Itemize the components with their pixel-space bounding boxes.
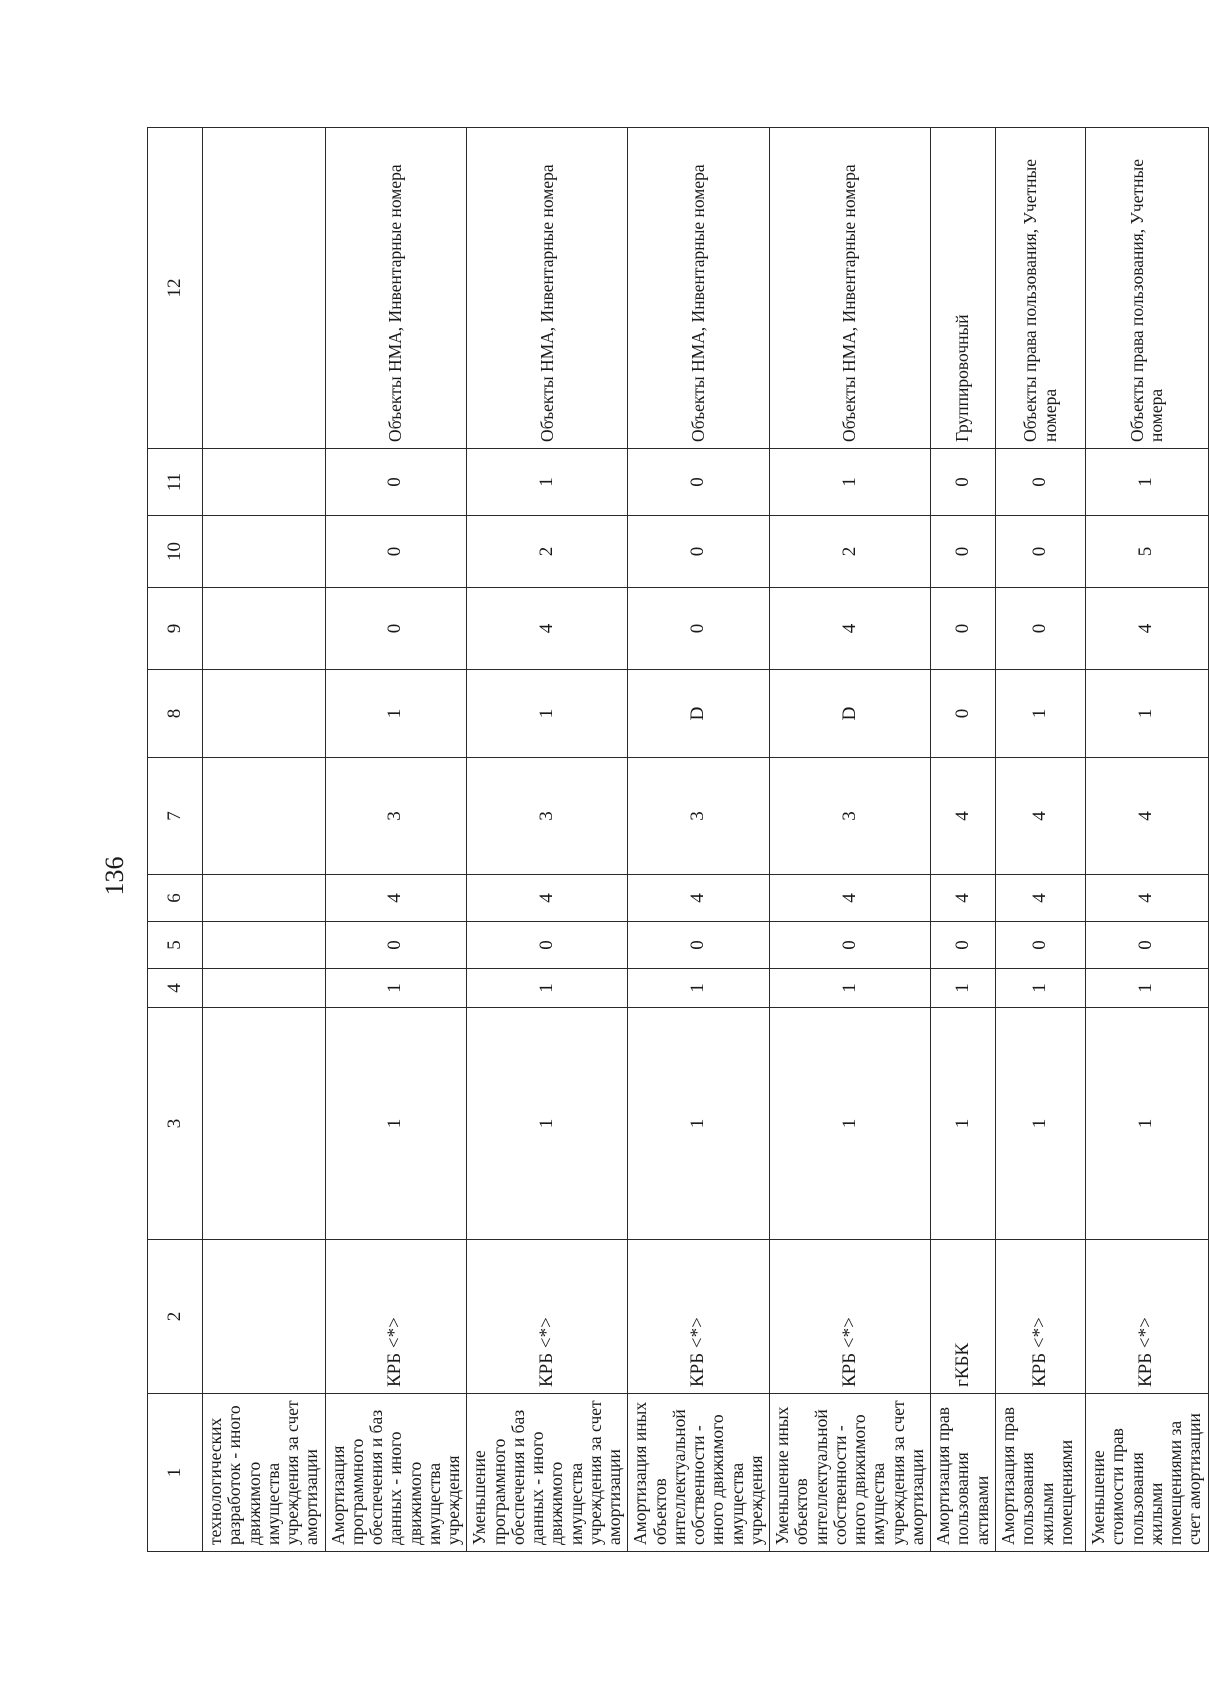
cell-name: Амортизация прав пользования активами bbox=[931, 1394, 996, 1552]
cell-col6: 4 bbox=[467, 875, 628, 922]
cell-col6: 4 bbox=[996, 875, 1086, 922]
cell-col3: 1 bbox=[931, 1008, 996, 1240]
cell-col11: 0 bbox=[628, 449, 770, 516]
header-row bbox=[148, 128, 203, 1552]
table-row bbox=[1086, 128, 1209, 1552]
table-row bbox=[628, 128, 770, 1552]
cell-col5: 0 bbox=[628, 922, 770, 969]
column-header-4: 4 bbox=[148, 969, 203, 1008]
cell-col4: 1 bbox=[467, 969, 628, 1008]
cell-reference: Объекты НМА, Инвентарные номера bbox=[770, 128, 931, 449]
cell-col9: 0 bbox=[931, 588, 996, 670]
cell-col11 bbox=[203, 449, 326, 516]
cell-reference: Группировочный bbox=[931, 128, 996, 449]
cell-reference: Объекты права пользования, Учетные номера bbox=[1086, 128, 1209, 449]
page-number: 136 bbox=[100, 856, 129, 896]
table-row bbox=[770, 128, 931, 1552]
cell-reference bbox=[203, 128, 326, 449]
cell-col6: 4 bbox=[325, 875, 467, 922]
cell-col8: 1 bbox=[1086, 670, 1209, 758]
cell-col9: 4 bbox=[770, 588, 931, 670]
cell-col5: 0 bbox=[1086, 922, 1209, 969]
cell-name: Амортизация иных объектов интеллектуальной собственности - иного движимого имущества учреждения bbox=[628, 1394, 770, 1552]
cell-col11: 1 bbox=[1086, 449, 1209, 516]
cell-name: Амортизация прав пользования жилыми помещениями bbox=[996, 1394, 1086, 1552]
cell-col10: 0 bbox=[325, 516, 467, 588]
column-header-8: 8 bbox=[148, 670, 203, 758]
cell-kbk-type: гКБК bbox=[931, 1240, 996, 1394]
cell-col4: 1 bbox=[931, 969, 996, 1008]
cell-col9: 0 bbox=[628, 588, 770, 670]
cell-reference: Объекты НМА, Инвентарные номера bbox=[628, 128, 770, 449]
cell-col4: 1 bbox=[996, 969, 1086, 1008]
cell-kbk-type: КРБ <*> bbox=[770, 1240, 931, 1394]
cell-col7: 3 bbox=[467, 758, 628, 875]
cell-col6 bbox=[203, 875, 326, 922]
cell-col9 bbox=[203, 588, 326, 670]
cell-col3: 1 bbox=[996, 1008, 1086, 1240]
column-header-12: 12 bbox=[148, 128, 203, 449]
cell-col9: 0 bbox=[325, 588, 467, 670]
table-row bbox=[996, 128, 1086, 1552]
cell-kbk-type bbox=[203, 1240, 326, 1394]
cell-name: Амортизация программного обеспечения и баз данных - иного движимого имущества учреждения bbox=[325, 1394, 467, 1552]
column-header-10: 10 bbox=[148, 516, 203, 588]
cell-col6: 4 bbox=[770, 875, 931, 922]
column-header-5: 5 bbox=[148, 922, 203, 969]
cell-col3: 1 bbox=[1086, 1008, 1209, 1240]
cell-reference: Объекты права пользования, Учетные номера bbox=[996, 128, 1086, 449]
cell-col8: 0 bbox=[931, 670, 996, 758]
cell-kbk-type: КРБ <*> bbox=[325, 1240, 467, 1394]
cell-col10: 0 bbox=[931, 516, 996, 588]
cell-col8: D bbox=[628, 670, 770, 758]
cell-name: технологических разработок - иного движимого имущества учреждения за счет амортизации bbox=[203, 1394, 326, 1552]
cell-col6: 4 bbox=[628, 875, 770, 922]
cell-col5: 0 bbox=[467, 922, 628, 969]
cell-col9: 0 bbox=[996, 588, 1086, 670]
column-header-11: 11 bbox=[148, 449, 203, 516]
cell-col4: 1 bbox=[325, 969, 467, 1008]
cell-col6: 4 bbox=[1086, 875, 1209, 922]
column-header-9: 9 bbox=[148, 588, 203, 670]
cell-col6: 4 bbox=[931, 875, 996, 922]
cell-col11: 0 bbox=[325, 449, 467, 516]
cell-col8: 1 bbox=[325, 670, 467, 758]
cell-col8: 1 bbox=[467, 670, 628, 758]
cell-col3: 1 bbox=[628, 1008, 770, 1240]
cell-col4 bbox=[203, 969, 326, 1008]
cell-col8: D bbox=[770, 670, 931, 758]
cell-name: Уменьшение программного обеспечения и баз данных - иного движимого имущества учреждения за счет амортизации bbox=[467, 1394, 628, 1552]
cell-col7: 4 bbox=[996, 758, 1086, 875]
table-row bbox=[203, 128, 326, 1552]
cell-col9: 4 bbox=[1086, 588, 1209, 670]
cell-col10 bbox=[203, 516, 326, 588]
rotated-table-sheet bbox=[147, 128, 1205, 1552]
cell-col8: 1 bbox=[996, 670, 1086, 758]
cell-col11: 1 bbox=[770, 449, 931, 516]
cell-col5 bbox=[203, 922, 326, 969]
cell-reference: Объекты НМА, Инвентарные номера bbox=[325, 128, 467, 449]
cell-col7: 3 bbox=[325, 758, 467, 875]
cell-col5: 0 bbox=[996, 922, 1086, 969]
column-header-7: 7 bbox=[148, 758, 203, 875]
cell-col8 bbox=[203, 670, 326, 758]
cell-col3: 1 bbox=[325, 1008, 467, 1240]
cell-col10: 5 bbox=[1086, 516, 1209, 588]
cell-kbk-type: КРБ <*> bbox=[996, 1240, 1086, 1394]
cell-col9: 4 bbox=[467, 588, 628, 670]
table-row bbox=[325, 128, 467, 1552]
cell-kbk-type: КРБ <*> bbox=[1086, 1240, 1209, 1394]
cell-col10: 2 bbox=[770, 516, 931, 588]
cell-col7: 4 bbox=[1086, 758, 1209, 875]
cell-col5: 0 bbox=[325, 922, 467, 969]
cell-col11: 0 bbox=[996, 449, 1086, 516]
cell-col11: 1 bbox=[467, 449, 628, 516]
cell-col4: 1 bbox=[628, 969, 770, 1008]
cell-reference: Объекты НМА, Инвентарные номера bbox=[467, 128, 628, 449]
cell-col7 bbox=[203, 758, 326, 875]
cell-col7: 4 bbox=[931, 758, 996, 875]
column-header-6: 6 bbox=[148, 875, 203, 922]
cell-col5: 0 bbox=[931, 922, 996, 969]
cell-col7: 3 bbox=[770, 758, 931, 875]
cell-col3 bbox=[203, 1008, 326, 1240]
cell-col4: 1 bbox=[770, 969, 931, 1008]
cell-kbk-type: КРБ <*> bbox=[467, 1240, 628, 1394]
cell-col10: 0 bbox=[628, 516, 770, 588]
column-header-1: 1 bbox=[148, 1394, 203, 1552]
cell-col5: 0 bbox=[770, 922, 931, 969]
column-header-2: 2 bbox=[148, 1240, 203, 1394]
cell-col3: 1 bbox=[467, 1008, 628, 1240]
table-row bbox=[467, 128, 628, 1552]
column-header-3: 3 bbox=[148, 1008, 203, 1240]
cell-name: Уменьшение стоимости прав пользования жилыми помещениями за счет амортизации bbox=[1086, 1394, 1209, 1552]
cell-kbk-type: КРБ <*> bbox=[628, 1240, 770, 1394]
cell-name: Уменьшение иных объектов интеллектуальной собственности - иного движимого имущества учреждения за счет амортизации bbox=[770, 1394, 931, 1552]
cell-col4: 1 bbox=[1086, 969, 1209, 1008]
table-row bbox=[931, 128, 996, 1552]
cell-col10: 2 bbox=[467, 516, 628, 588]
cell-col3: 1 bbox=[770, 1008, 931, 1240]
cell-col10: 0 bbox=[996, 516, 1086, 588]
cell-col11: 0 bbox=[931, 449, 996, 516]
cell-col7: 3 bbox=[628, 758, 770, 875]
accounts-table bbox=[147, 127, 1209, 1552]
